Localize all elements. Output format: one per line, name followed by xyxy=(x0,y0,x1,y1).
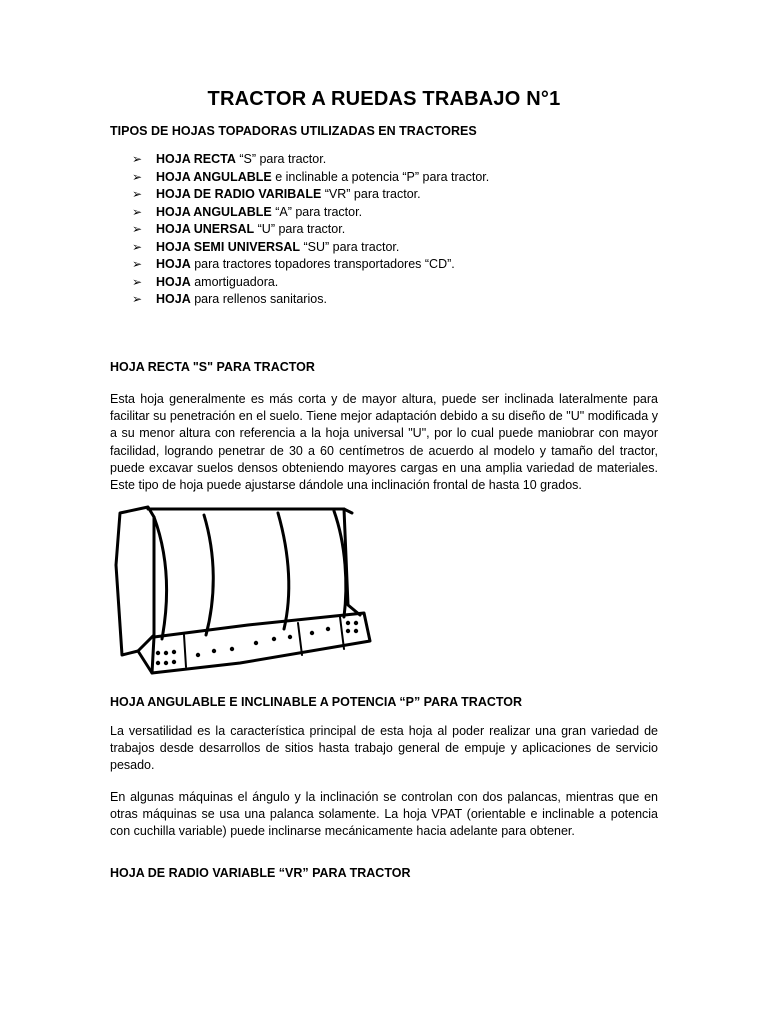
section-heading-hoja-radio-variable: HOJA DE RADIO VARIABLE “VR” PARA TRACTOR xyxy=(110,866,411,880)
arrowhead-bullet-icon: ➢ xyxy=(132,204,143,219)
paragraph-hoja-angulable-2: En algunas máquinas el ángulo y la inclinación se controlan con dos palancas, mientras que en otras máquinas se usa una palanca solamente. La hoja VPAT (orientable e inclinable a potencia con cuchilla variable) puede inclinarse mecánicamente hacia adelante para obtener. xyxy=(110,790,658,839)
list-item: ➢ HOJA para rellenos sanitarios. xyxy=(132,291,489,309)
list-item: ➢ HOJA RECTA “S” para tractor. xyxy=(132,151,489,169)
list-item: ➢ HOJA UNERSAL “U” para tractor. xyxy=(132,221,489,239)
document-title: TRACTOR A RUEDAS TRABAJO N°1 xyxy=(207,88,561,110)
arrowhead-bullet-icon: ➢ xyxy=(132,169,143,184)
arrowhead-bullet-icon: ➢ xyxy=(132,239,143,254)
list-item: ➢ HOJA para tractores topadores transportadores “CD”. xyxy=(132,256,489,274)
blade-types-list xyxy=(132,151,489,309)
arrowhead-bullet-icon: ➢ xyxy=(132,257,143,271)
arrowhead-bullet-icon: ➢ xyxy=(132,187,143,201)
arrowhead-bullet-icon: ➢ xyxy=(132,222,143,236)
document-subtitle: TIPOS DE HOJAS TOPADORAS UTILIZADAS EN TRACTORES xyxy=(110,124,477,138)
list-item: ➢ HOJA SEMI UNIVERSAL “SU” para tractor. xyxy=(132,239,489,257)
section-heading-hoja-angulable: HOJA ANGULABLE E INCLINABLE A POTENCIA “P” PARA TRACTOR xyxy=(110,695,523,709)
arrowhead-bullet-icon: ➢ xyxy=(132,152,143,166)
arrowhead-bullet-icon: ➢ xyxy=(132,292,143,306)
paragraph-hoja-angulable-1: La versatilidad es la característica principal de esta hoja al poder realizar una gran variedad de trabajos desde desarrollos de sitios hasta trabajo general de empuje y aplicaciones de servicio pesado. xyxy=(110,724,658,773)
list-item: ➢ HOJA ANGULABLE e inclinable a potencia “P” para tractor. xyxy=(132,169,489,187)
list-item: ➢ HOJA amortiguadora. xyxy=(132,274,489,292)
arrowhead-bullet-icon: ➢ xyxy=(132,274,143,289)
list-item: ➢ HOJA DE RADIO VARIBALE “VR” para tractor. xyxy=(132,186,489,204)
section-heading-hoja-recta: HOJA RECTA "S" PARA TRACTOR xyxy=(110,360,315,374)
list-item: ➢ HOJA ANGULABLE “A” para tractor. xyxy=(132,204,489,222)
straight-blade-drawing xyxy=(108,505,372,677)
paragraph-hoja-recta: Esta hoja generalmente es más corta y de mayor altura, puede ser inclinada lateralmente para facilitar su penetración en el suelo. Tiene mejor adaptación debido a su diseño de "U" modificada y a su menor altura con referencia a la hoja universal "U", por lo cual puede maniobrar con mayor facilidad, logrando penetrar de 30 a 60 centímetros de acuerdo al modelo y tamaño del tractor, puede excavar suelos densos obteniendo mayores cargas en una amplia variedad de materiales. Este tipo de hoja puede ajustarse dándole una inclinación frontal de hasta 10 grados. xyxy=(110,392,658,493)
